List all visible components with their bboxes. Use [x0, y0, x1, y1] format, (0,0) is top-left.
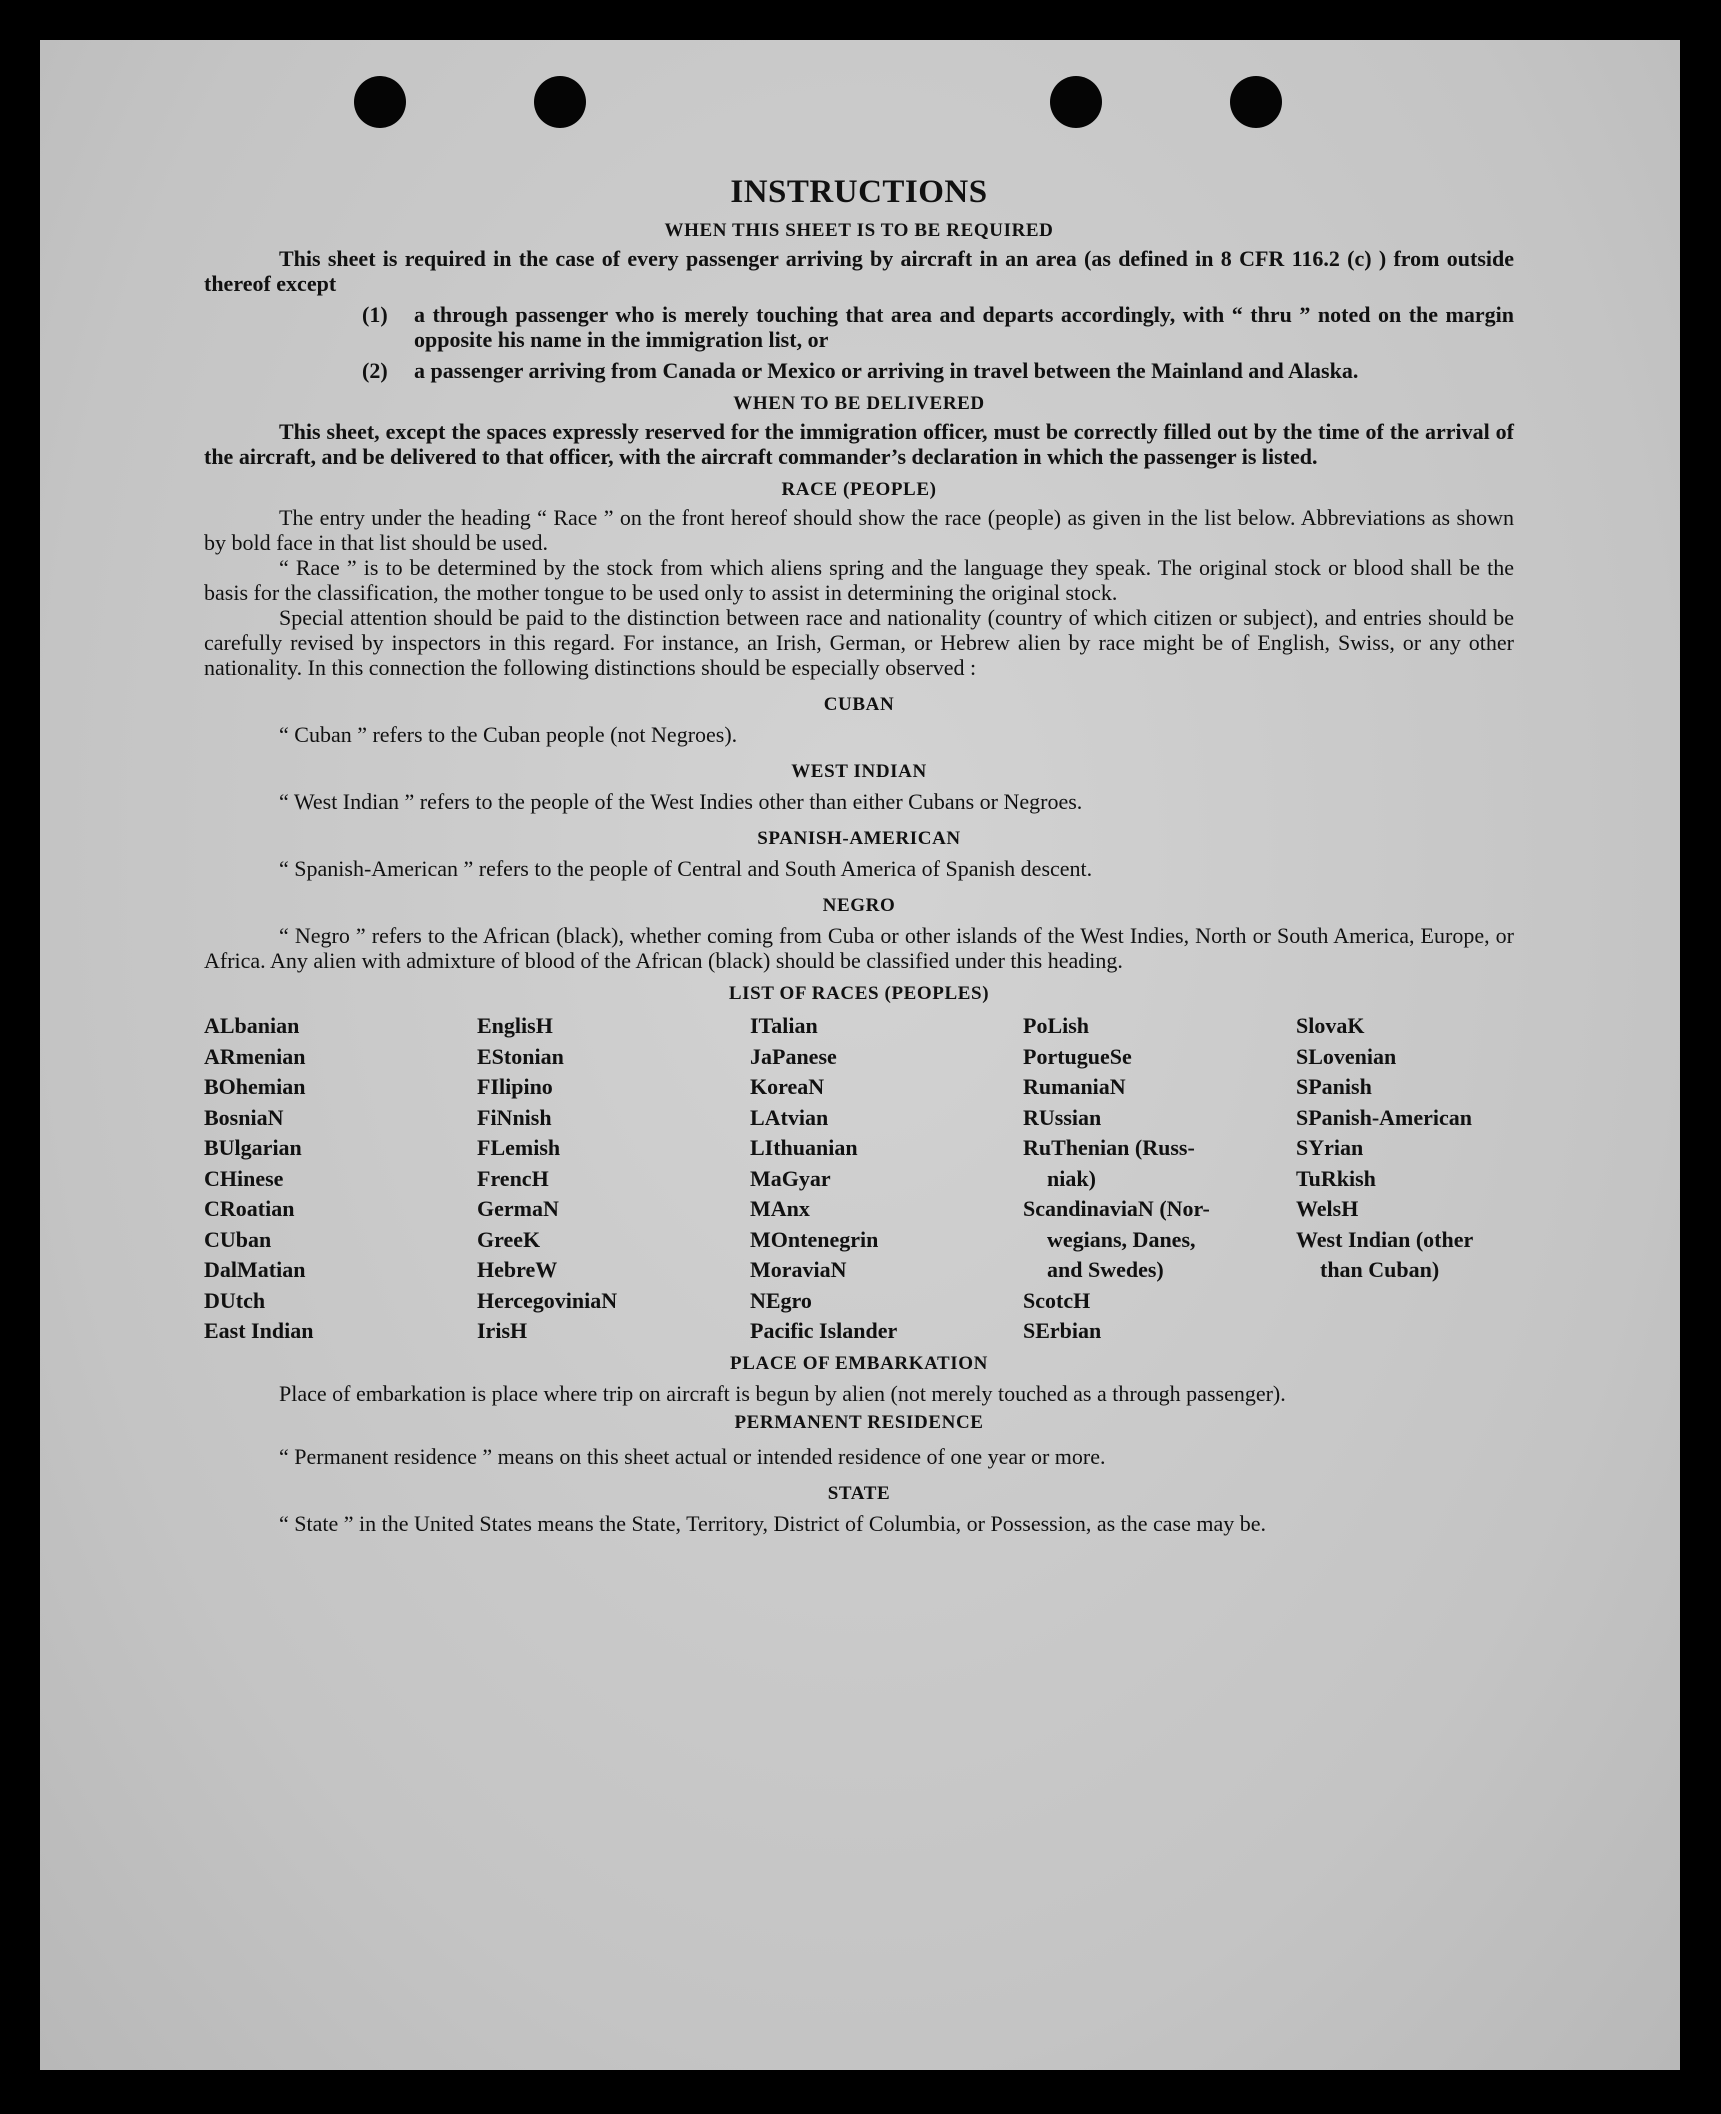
- exception-number: (1): [362, 302, 388, 327]
- section-heading-west-indian: WEST INDIAN: [791, 761, 927, 782]
- section-heading-embarkation: PLACE OF EMBARKATION: [730, 1352, 988, 1374]
- race-item: than Cuban): [1320, 1257, 1440, 1282]
- race-item: and Swedes): [1047, 1257, 1164, 1282]
- race-paragraph: The entry under the heading “ Race ” on the front hereof should show the race (people) as given in the list below. Abbreviations as shown by bold face in that list should be used.: [204, 505, 1514, 555]
- races-list: [204, 1011, 1514, 1347]
- page-title: INSTRUCTIONS: [730, 174, 988, 210]
- race-item: EnglisH: [477, 1013, 553, 1038]
- race-item: wegians, Danes,: [1047, 1226, 1196, 1252]
- exception-text: a passenger arriving from Canada or Mexico or arriving in travel between the Mainland and Alaska.: [414, 358, 1359, 383]
- exception-text: a through passenger who is merely touching that area and departs accordingly, with “ thru ” noted on the margin opposite his name in the immigration list, or: [414, 302, 1514, 352]
- exception-number: (2): [362, 358, 388, 383]
- section-heading-when-delivered: WHEN TO BE DELIVERED: [733, 393, 985, 414]
- races-column: [1296, 1011, 1514, 1347]
- punch-hole: [354, 76, 406, 128]
- when-delivered-body: This sheet, except the spaces expressly reserved for the immigration officer, must be correctly filled out by the time of the arrival of the aircraft, and be delivered to that officer, with the aircraft commander’s declaration in which the passenger is listed.: [204, 419, 1514, 469]
- race-item: East Indian: [204, 1318, 314, 1343]
- race-item: ITalian: [750, 1013, 818, 1038]
- race-item: GermaN: [477, 1196, 559, 1221]
- when-required-body: This sheet is required in the case of every passenger arriving by aircraft in an area (as defined in 8 CFR 116.2 (c) ) from outside thereof except: [204, 246, 1514, 296]
- permanent-residence-body: “ Permanent residence ” means on this sheet actual or intended residence of one year or more.: [279, 1443, 1106, 1469]
- race-item: MoraviaN: [750, 1257, 847, 1282]
- race-paragraph: “ Race ” is to be determined by the stock from which aliens spring and the language they speak. The original stock or blood shall be the basis for the classification, the mother tongue to be used only to assist in determining the original stock.: [204, 555, 1514, 605]
- section-heading-spanish-american: SPANISH-AMERICAN: [757, 828, 961, 849]
- race-item: CUban: [204, 1226, 272, 1252]
- race-item: SLovenian: [1296, 1043, 1397, 1069]
- race-item: BosniaN: [204, 1104, 284, 1130]
- exception-item: [362, 358, 1514, 383]
- race-item: MAnx: [750, 1196, 810, 1221]
- race-item: MOntenegrin: [750, 1226, 879, 1252]
- state-body: “ State ” in the United States means the State, Territory, District of Columbia, or Possession, as the case may be.: [279, 1510, 1267, 1536]
- race-item: CRoatian: [204, 1196, 295, 1221]
- section-heading-cuban: CUBAN: [823, 694, 895, 715]
- punch-hole: [534, 76, 586, 128]
- race-item: WelsH: [1296, 1196, 1359, 1221]
- instructions-content: [204, 170, 1514, 1536]
- section-heading-list-of-races: LIST OF RACES (PEOPLES): [728, 983, 990, 1004]
- race-item: SPanish: [1296, 1074, 1372, 1099]
- race-item: SYrian: [1296, 1135, 1364, 1160]
- race-item: FiNnish: [477, 1104, 552, 1130]
- race-item: ALbanian: [204, 1013, 300, 1038]
- race-item: ScandinaviaN (Nor-: [1023, 1196, 1210, 1221]
- race-item: PoLish: [1023, 1013, 1090, 1038]
- race-item: JaPanese: [750, 1043, 837, 1069]
- race-item: LAtvian: [750, 1104, 829, 1130]
- embarkation-body: Place of embarkation is place where trip on aircraft is begun by alien (not merely touched as a through passenger).: [279, 1380, 1286, 1406]
- section-heading-permanent-residence: PERMANENT RESIDENCE: [734, 1411, 984, 1433]
- punch-hole: [1230, 76, 1282, 128]
- race-item: DUtch: [204, 1287, 266, 1313]
- races-column: [1023, 1011, 1296, 1347]
- race-item: GreeK: [477, 1226, 541, 1252]
- race-item: HebreW: [477, 1257, 558, 1282]
- race-item: RumaniaN: [1023, 1074, 1126, 1099]
- section-heading-negro: NEGRO: [822, 895, 896, 916]
- race-item: ARmenian: [204, 1043, 306, 1069]
- race-item: niak): [1047, 1165, 1096, 1191]
- cuban-body: “ Cuban ” refers to the Cuban people (not Negroes).: [279, 722, 738, 747]
- race-item: CHinese: [204, 1165, 284, 1191]
- race-item: Pacific Islander: [750, 1318, 898, 1343]
- race-item: FIlipino: [477, 1074, 553, 1099]
- race-item: SPanish-American: [1296, 1104, 1472, 1130]
- race-item: FrencH: [477, 1165, 549, 1191]
- race-item: TuRkish: [1296, 1165, 1376, 1191]
- race-item: MaGyar: [750, 1165, 831, 1191]
- race-item: EStonian: [477, 1043, 564, 1069]
- section-heading-race: RACE (PEOPLE): [781, 479, 937, 500]
- race-item: BOhemian: [204, 1074, 306, 1099]
- exception-item: [362, 302, 1514, 352]
- race-item: PortugueSe: [1023, 1043, 1132, 1069]
- race-item: ScotcH: [1023, 1287, 1091, 1313]
- negro-body: “ Negro ” refers to the African (black), whether coming from Cuba or other islands of the West Indies, North or South America, Europe, or Africa. Any alien with admixture of blood of the African (black) should be classified under this heading.: [204, 923, 1514, 973]
- race-item: SErbian: [1023, 1318, 1102, 1343]
- section-heading-state: STATE: [827, 1482, 891, 1504]
- race-item: SlovaK: [1296, 1013, 1365, 1038]
- race-item: KoreaN: [750, 1074, 825, 1099]
- punch-hole: [1050, 76, 1102, 128]
- race-item: IrisH: [477, 1318, 528, 1343]
- races-column: [477, 1011, 750, 1347]
- race-item: RUssian: [1023, 1104, 1102, 1130]
- race-item: FLemish: [477, 1135, 561, 1160]
- race-paragraph: Special attention should be paid to the distinction between race and nationality (country of which citizen or subject), and entries should be carefully revised by inspectors in this regard. For instance, an Irish, German, or Hebrew alien by race might be of English, Swiss, or any other nationality. In this connection the following distinctions should be especially observed :: [204, 605, 1514, 680]
- race-item: HercegoviniaN: [477, 1287, 618, 1313]
- races-column: [750, 1011, 1023, 1347]
- west-indian-body: “ West Indian ” refers to the people of the West Indies other than either Cubans or Negroes.: [279, 789, 1083, 814]
- race-item: DalMatian: [204, 1257, 306, 1282]
- section-heading-when-required: WHEN THIS SHEET IS TO BE REQUIRED: [664, 220, 1054, 241]
- spanish-american-body: “ Spanish-American ” refers to the people of Central and South America of Spanish descent.: [279, 856, 1093, 881]
- races-column: [204, 1011, 477, 1347]
- race-item: RuThenian (Russ-: [1023, 1135, 1195, 1160]
- race-item: LIthuanian: [750, 1135, 858, 1160]
- race-item: BUlgarian: [204, 1135, 302, 1160]
- race-item: NEgro: [750, 1287, 812, 1313]
- race-item: West Indian (other: [1296, 1226, 1474, 1252]
